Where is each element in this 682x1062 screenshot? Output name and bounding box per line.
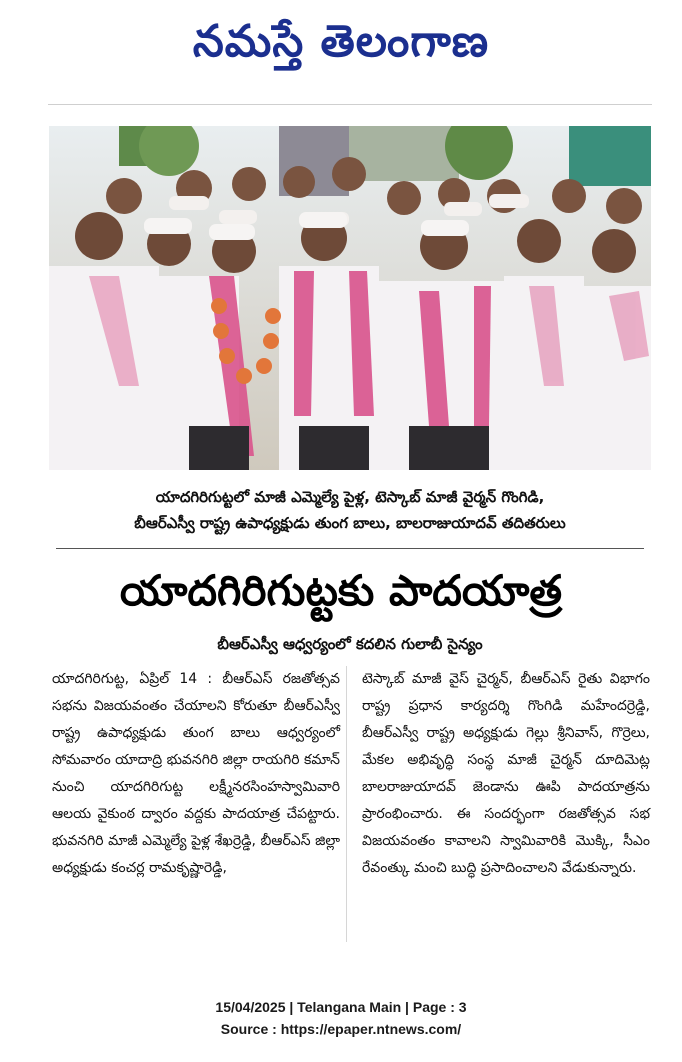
photo-caption: [60, 484, 640, 536]
masthead: [0, 4, 682, 80]
column-divider: [346, 666, 347, 942]
article-body-text: యాదగిరిగుట్ట, ఏప్రిల్ 14 : బీఆర్ఎస్ రజతోత్సవ సభను విజయవంతం చేయాలని కోరుతూ బీఆర్ఎస్వీ రాష్ట్ర ఉపాధ్యక్షుడు తుంగ బాలు ఆధ్వర్యంలో సోమవారం యాదాద్రి భువనగిరి జిల్లా రాయగిరి కమాన్ నుంచి యాదగిరిగుట్ట లక్ష్మీనరసింహస్వామివారి ఆలయ వైకుంఠ ద్వారం వద్దకు పాదయాత్ర చేపట్టారు. భువనగిరి మాజీ ఎమ్మెల్యే పైళ్ల శేఖర్రెడ్డి, బీఆర్ఎస్ జిల్లా అధ్యక్షుడు కంచర్ల రామకృష్ణారెడ్డి,: [52, 671, 340, 876]
page-footer: [0, 996, 682, 1040]
newspaper-title: నమస్తే తెలంగాణ: [192, 16, 490, 67]
divider: [48, 104, 652, 105]
article-body-text: టెస్కాబ్ మాజీ వైస్ చైర్మన్, బీఆర్ఎస్ రైతు విభాగం రాష్ట్ర ప్రధాన కార్యదర్శి గొంగిడి మహేందర్రెడ్డి, బీఆర్ఎస్వీ రాష్ట్ర అధ్యక్షుడు గెల్లు శ్రీనివాస్, గొర్రెలు, మేకల అభివృద్ధి సంస్థ మాజీ చైర్మన్ దూదిమెట్ల బాలరాజుయాదవ్ జెండాను ఊపి పాదయాత్రను ప్రారంభించారు. ఈ సందర్భంగా రజతోత్సవ సభ విజయవంతం కావాలని స్వామివారికి మొక్కి, సీఎం రేవంత్కు మంచి బుద్ధి ప్రసాదించాలని వేడుకున్నారు.: [362, 671, 650, 876]
footer-meta: 15/04/2025 | Telangana Main | Page : 3: [215, 999, 467, 1015]
caption-line-2: బీఆర్ఎస్వీ రాష్ట్ర ఉపాధ్యక్షుడు తుంగ బాలు, బాలరాజుయాదవ్ తదితరులు: [134, 514, 566, 532]
divider: [56, 548, 644, 549]
article-column-left: [52, 666, 340, 882]
caption-line-1: యాదగిరిగుట్టలో మాజీ ఎమ్మెల్యే పైళ్ల, టెస్కాబ్ మాజీ వైర్మన్ గొంగిడి,: [155, 488, 545, 506]
news-photo: [49, 126, 651, 470]
article-column-right: [362, 666, 650, 882]
article-subheadline: బీఆర్ఎస్వీ ఆధ్వర్యంలో కదలిన గులాబీ సైన్యం: [217, 635, 483, 653]
article-headline: యాదగిరిగుట్టకు పాదయాత్ర: [119, 566, 563, 615]
crowd-illustration: [49, 126, 651, 470]
footer-source: Source : https://epaper.ntnews.com/: [220, 1021, 462, 1037]
